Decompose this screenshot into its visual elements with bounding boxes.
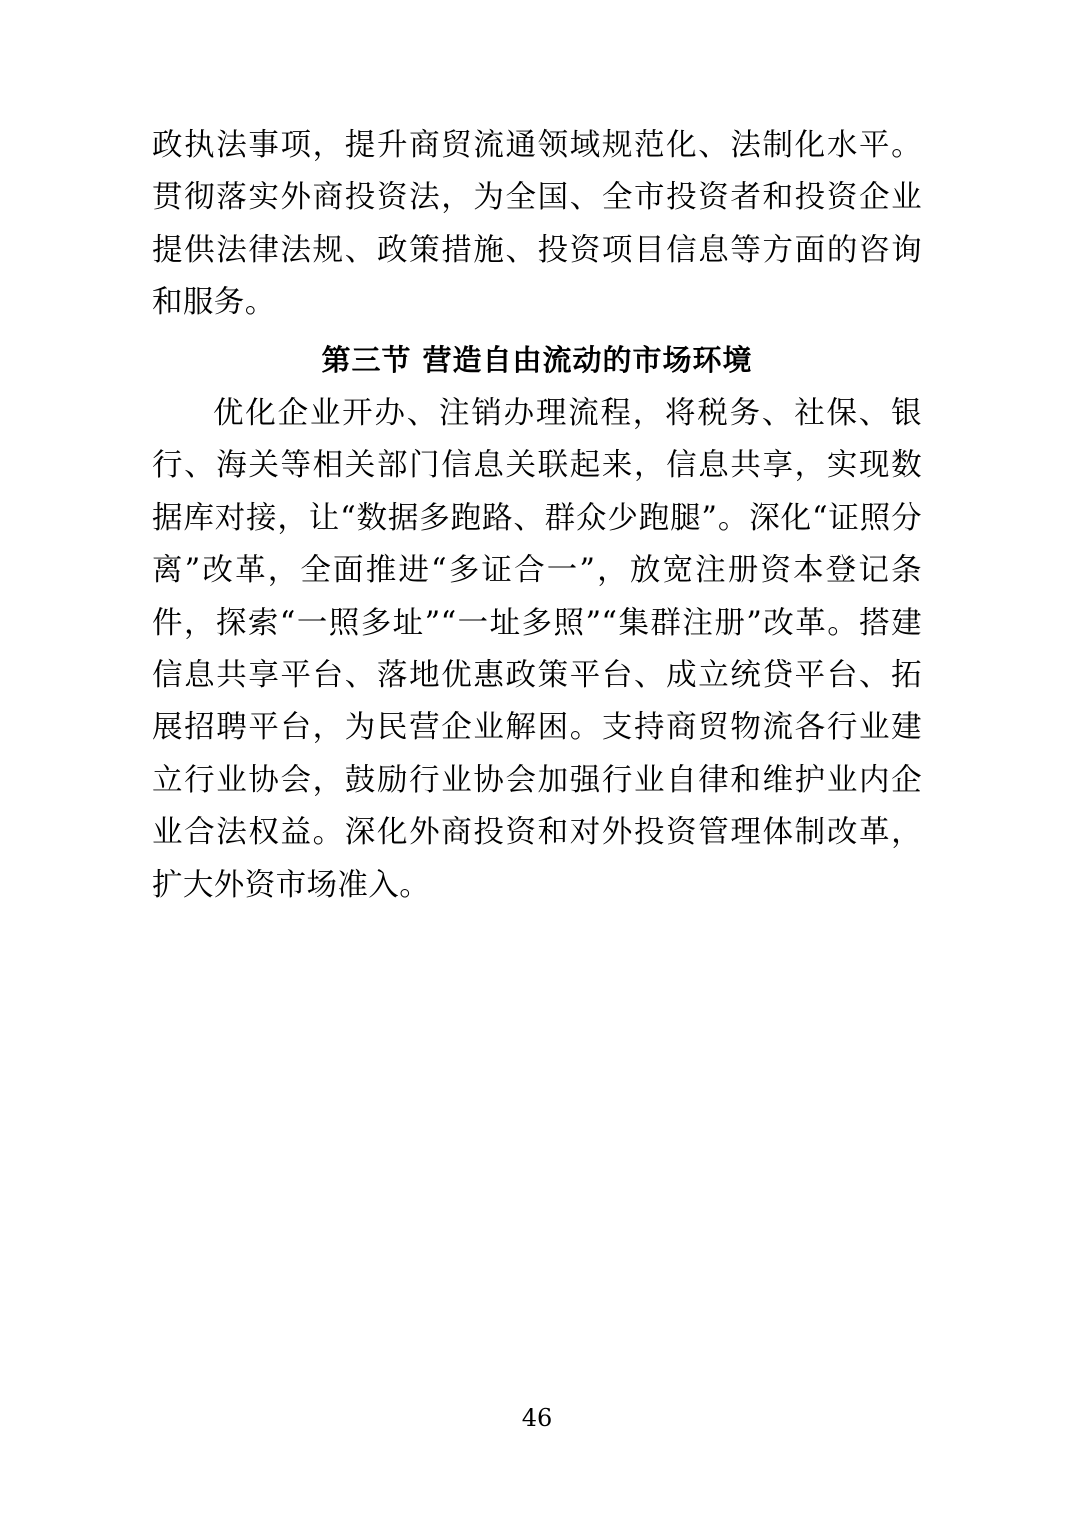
paragraph-market-environment: 优化企业开办、注销办理流程，将税务、社保、银行、海关等相关部门信息关联起来，信息共享，实现数据库对接，让“数据多跑路、群众少跑腿”。深化“证照分离”改革，全面推进“多证合一”，放宽注册资本登记条件，探索“一照多址”“一址多照”“集群注册”改革。搭建信息共享平台、落地优惠政策平台、成立统贷平台、拓展招聘平台，为民营企业解困。支持商贸物流各行业建立行业协会，鼓励行业协会加强行业自律和维护业内企业合法权益。深化外商投资和对外投资管理体制改革，扩大外资市场准入。 <box>152 395 922 903</box>
section-heading: 第三节 营造自由流动的市场环境 <box>321 342 753 377</box>
paragraph-continued: 政执法事项，提升商贸流通领域规范化、法制化水平。贯彻落实外商投资法，为全国、全市投资者和投资企业提供法律法规、政策措施、投资项目信息等方面的咨询和服务。 <box>152 128 922 321</box>
page-number: 46 <box>521 1404 553 1432</box>
